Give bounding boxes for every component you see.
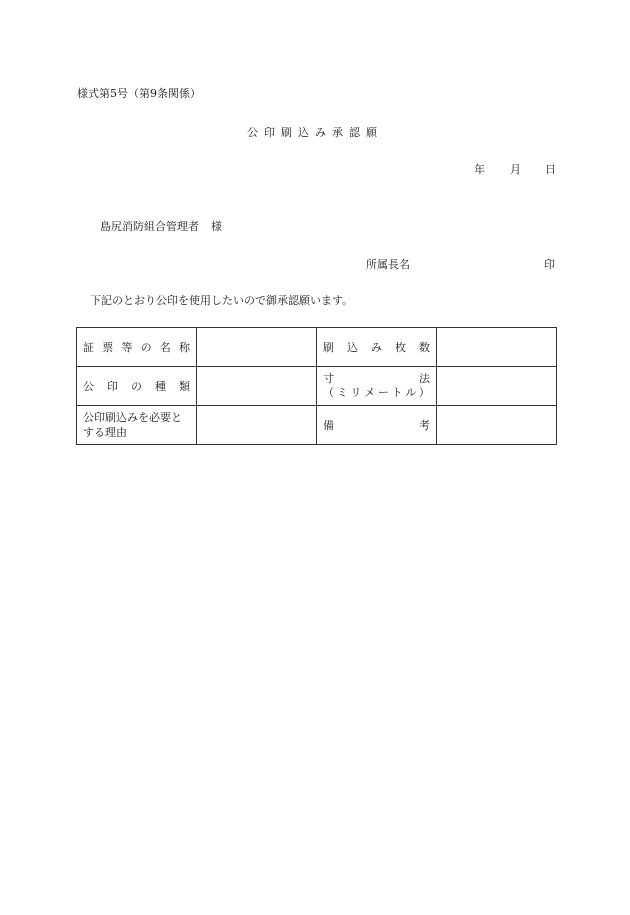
doc-name-label-char: 名 xyxy=(159,341,171,354)
print-count-label-cell xyxy=(317,328,437,367)
table-row xyxy=(77,406,557,445)
doc-name-label-char: 票 xyxy=(102,341,114,354)
addressee-honorific: 様 xyxy=(211,220,222,233)
seal-type-label-char: 印 xyxy=(107,380,118,393)
dimensions-unit-char: ミ xyxy=(336,386,348,399)
detail-table xyxy=(76,327,557,445)
seal-type-label-char: 種 xyxy=(155,380,166,393)
seal-label: 印 xyxy=(544,258,555,271)
addressee-name: 島尻消防組合管理者 xyxy=(100,220,199,233)
seal-type-label-char: 類 xyxy=(179,380,190,393)
dimensions-label-cell xyxy=(317,367,437,406)
print-count-label-char: 刷 xyxy=(323,341,334,354)
dimensions-unit-char: ル xyxy=(405,386,417,399)
reason-label: 公印刷込みを必要とする理由 xyxy=(83,411,182,439)
dimensions-label-char: 法 xyxy=(419,372,430,385)
seal-type-field[interactable] xyxy=(197,367,317,406)
print-count-label-char: 枚 xyxy=(395,341,406,354)
doc-name-field[interactable] xyxy=(197,328,317,367)
print-count-label-char: 込 xyxy=(347,341,358,354)
dimensions-unit-char: ） xyxy=(418,386,430,399)
doc-name-label-char: 称 xyxy=(178,341,190,354)
dimensions-field[interactable] xyxy=(437,367,557,406)
reason-field[interactable] xyxy=(197,406,317,445)
seal-type-label-char: 公 xyxy=(83,380,94,393)
reason-label-cell xyxy=(77,406,197,445)
seal-type-label-cell xyxy=(77,367,197,406)
table-row xyxy=(77,328,557,367)
addressee xyxy=(100,218,222,234)
request-text: 下記のとおり公印を使用したいので御承認願います。 xyxy=(90,294,354,307)
doc-name-label-char: の xyxy=(140,341,152,354)
date-month-label: 月 xyxy=(510,163,521,176)
remarks-label-char: 備 xyxy=(323,419,334,432)
remarks-field[interactable] xyxy=(437,406,557,445)
doc-name-label-cell xyxy=(77,328,197,367)
document-title: 公印刷込み承認願 xyxy=(247,126,383,139)
dimensions-unit-char: （ xyxy=(323,386,334,399)
dept-head-name-label: 所属長名 xyxy=(366,258,410,271)
doc-name-label-char: 等 xyxy=(121,341,133,354)
seal-type-label-char: の xyxy=(131,380,142,393)
print-count-field[interactable] xyxy=(437,328,557,367)
form-number: 様式第5号（第9条関係） xyxy=(77,87,201,100)
date-day-label: 日 xyxy=(545,163,556,176)
dimensions-unit-char: メ xyxy=(364,386,376,399)
table-row xyxy=(77,367,557,406)
print-count-label-char: 数 xyxy=(419,341,430,354)
dimensions-unit-char: リ xyxy=(350,386,362,399)
dimensions-unit-char: ー xyxy=(377,386,389,399)
print-count-label-char: み xyxy=(371,341,382,354)
remarks-label-cell xyxy=(317,406,437,445)
dimensions-unit-char: ト xyxy=(391,386,403,399)
dimensions-label-char: 寸 xyxy=(323,372,334,385)
date-year-label: 年 xyxy=(474,163,485,176)
remarks-label-char: 考 xyxy=(419,419,430,432)
doc-name-label-char: 証 xyxy=(83,341,94,354)
